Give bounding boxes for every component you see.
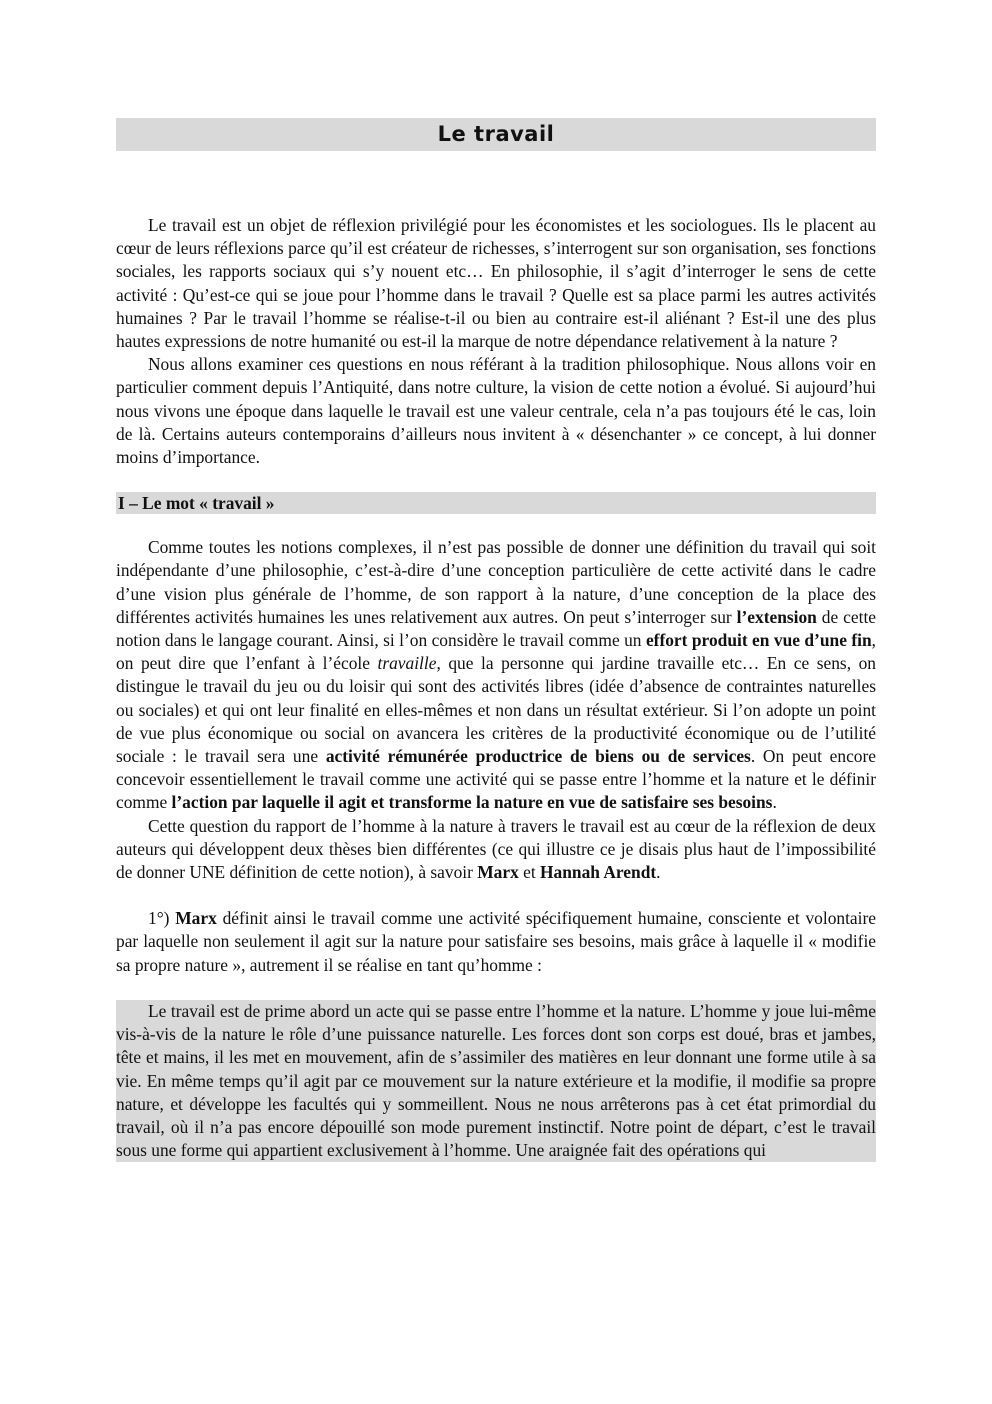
introduction [116,214,876,469]
intro-paragraph-1: Le travail est un objet de réflexion privilégié pour les économistes et les sociologues. Ils le placent au cœur de leurs réflexions parce qu’il est créateur de richesses, s’interrogent sur son organisation, ses fonctions sociales, les rapports sociaux qui s’y nouent etc… En philosophie, il s’agit d’interroger le sens de cette activité : Qu’est-ce qui se joue pour l’homme dans le travail ? Quelle est sa place parmi les autres activités humaines ? Par le travail l’homme se réalise-t-il ou bien au contraire est-il aliénant ? Est-il une des plus hautes expressions de notre humanité ou est-il la marque de notre dépendance relativement à la nature ? [116,215,876,352]
text-run: . [656,862,661,883]
marx-quote-block [116,1000,876,1162]
nature-question-paragraph [116,815,876,885]
marx-paragraph [116,907,876,977]
bold-term-effort: effort produit en vue d’une fin [645,630,872,651]
bold-term-activite: activité rémunérée productrice de biens ou de services [325,746,751,767]
intro-paragraph-2: Nous allons examiner ces questions en nous référant à la tradition philosophique. Nous allons voir en particulier comment depuis l’Antiquité, dans notre culture, la vision de cette notion a évolué. Si aujourd’hui nous vivons une époque dans laquelle le travail est une valeur centrale, cela n’a pas toujours été le cas, loin de là. Certains auteurs contemporains d’ailleurs nous invitent à « désenchanter » ce concept, à lui donner moins d’importance. [116,354,876,468]
text-run: de cette notion dans le langage courant. Ainsi, si l’on considère le travail comme un [116,606,876,651]
document-page [116,118,876,1162]
page-title: Le travail [116,118,876,151]
text-run: , que la personne qui jardine travaille etc… En ce sens, on distingue le travail du jeu ou du loisir qui sont des activités libres (idée d’absence de contraintes naturelles ou sociales) et qui ont leur finalité en elles-mêmes et non dans un résultat extérieur. Si l’on adopte un point de vue plus économique ou social on avancera les critères de la productivité économique ou de l’utilité sociale : le travail sera une [116,653,876,767]
section-body [116,536,876,1162]
text-run: 1°) [148,908,176,929]
bold-author-marx: Marx [175,908,217,929]
text-run: Cette question du rapport de l’homme à la nature à travers le travail est au cœur de la réflexion de deux auteurs qui développent deux thèses bien différentes (ce qui illustre ce je disais plus haut de l’impossibilité de donner UNE définition de cette notion), à savoir [116,815,876,883]
bold-author-arendt: Hannah Arendt [540,862,657,883]
italic-term-travaille: travaille [377,653,437,674]
section-heading: I – Le mot « travail » [116,492,876,514]
bold-term-action: l’action par laquelle il agit et transforme la nature en vue de satisfaire ses besoins [171,792,773,813]
text-run: . [772,792,777,813]
bold-term-extension: l’extension [736,606,817,627]
bold-author-marx: Marx [477,862,519,883]
text-run: . On peut encore concevoir essentiellement le travail comme une activité qui se passe entre l’homme et la nature et le définir comme [116,746,877,813]
text-run: , on peut dire que l’enfant à l’école [116,630,877,674]
marx-quote-text: Le travail est de prime abord un acte qui se passe entre l’homme et la nature. L’homme y joue lui-même vis-à-vis de la nature le rôle d’une puissance naturelle. Les forces dont son corps est doué, bras et jambes, tête et mains, il les met en mouvement, afin de s’assimiler des matières en leur donnant une forme utile à sa vie. En même temps qu’il agit par ce mouvement sur la nature extérieure et la modifie, il modifie sa propre nature, et développe les facultés qui y sommeillent. Nous ne nous arrêterons pas à cet état primordial du travail, où il n’a pas encore dépouillé son mode purement instinctif. Notre point de départ, c’est le travail sous une forme qui appartient exclusivement à l’homme. Une araignée fait des opérations qui [116,1000,876,1161]
definition-paragraph [116,536,876,814]
text-run: Comme toutes les notions complexes, il n’est pas possible de donner une définition du travail qui soit indépendante d’une philosophie, c’est-à-dire d’une conception particulière de cette activité dans le cadre d’une vision plus générale de l’homme, de son rapport à la nature, d’une conception de la place des différentes activités humaines les unes relativement aux autres. On peut s’interroger sur [116,537,876,627]
text-run: et [518,862,541,883]
text-run: définit ainsi le travail comme une activité spécifiquement humaine, consciente et volontaire par laquelle non seulement il agit sur la nature pour satisfaire ses besoins, mais grâce à laquelle il « modifie sa propre nature », autrement il se réalise en tant qu’homme : [116,908,876,975]
